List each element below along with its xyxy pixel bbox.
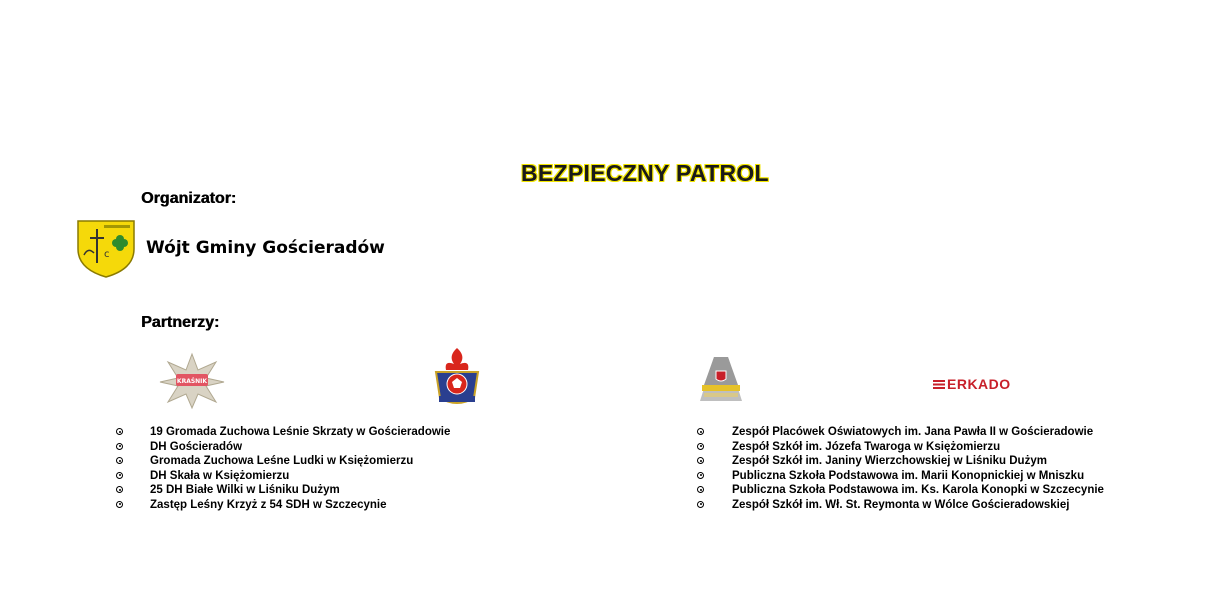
bullet-icon — [116, 428, 123, 435]
list-item: Zespół Szkół im. Janiny Wierzchowskiej w Liśniku Dużym — [732, 454, 1104, 469]
bullet-icon — [697, 443, 704, 450]
page-title: BEZPIECZNY PATROL — [521, 160, 769, 186]
bullet-icon — [697, 501, 704, 508]
list-item: Zespół Placówek Oświatowych im. Jana Pawła II w Gościeradowie — [732, 425, 1104, 440]
list-item: DH Skała w Księżomierzu — [150, 469, 450, 484]
bullet-icon — [697, 457, 704, 464]
svg-text:c: c — [104, 249, 110, 260]
list-item: Zastęp Leśny Krzyż z 54 SDH w Szczecynie — [150, 498, 450, 513]
krasnik-police-badge-logo — [158, 352, 226, 410]
gmina-crest-logo — [74, 217, 138, 279]
erkado-logo — [933, 376, 1011, 392]
partners-list-right — [732, 425, 1104, 512]
list-item: Publiczna Szkoła Podstawowa im. Ks. Karola Konopki w Szczecynie — [732, 483, 1104, 498]
erkado-stripes-icon — [933, 380, 945, 389]
gmina-road-sign-logo — [694, 355, 748, 403]
fire-service-emblem-logo — [430, 346, 484, 410]
bullet-icon — [116, 501, 123, 508]
list-item: Publiczna Szkoła Podstawowa im. Marii Konopnickiej w Mniszku — [732, 469, 1104, 484]
list-item: DH Gościeradów — [150, 440, 450, 455]
list-item: Gromada Zuchowa Leśne Ludki w Księżomierzu — [150, 454, 450, 469]
organizer-name: Wójt Gminy Gościeradów — [146, 238, 385, 258]
list-item: 25 DH Białe Wilki w Liśniku Dużym — [150, 483, 450, 498]
bullet-icon — [697, 472, 704, 479]
list-item: 19 Gromada Zuchowa Leśnie Skrzaty w Gościeradowie — [150, 425, 450, 440]
list-item: Zespół Szkół im. Józefa Twaroga w Księżomierzu — [732, 440, 1104, 455]
bullet-icon — [116, 443, 123, 450]
organizer-heading: Organizator: — [141, 190, 237, 207]
krasnik-badge-text: KRAŚNIK — [176, 378, 208, 385]
bullet-icon — [697, 428, 704, 435]
bullet-icon — [697, 486, 704, 493]
list-item: Zespół Szkół im. Wł. St. Reymonta w Wólce Gościeradowskiej — [732, 498, 1104, 513]
bullet-icon — [116, 457, 123, 464]
partners-heading: Partnerzy: — [141, 314, 220, 331]
bullet-icon — [116, 486, 123, 493]
erkado-logo-text: ERKADO — [947, 376, 1011, 392]
bullet-icon — [116, 472, 123, 479]
partners-list-left — [150, 425, 450, 512]
